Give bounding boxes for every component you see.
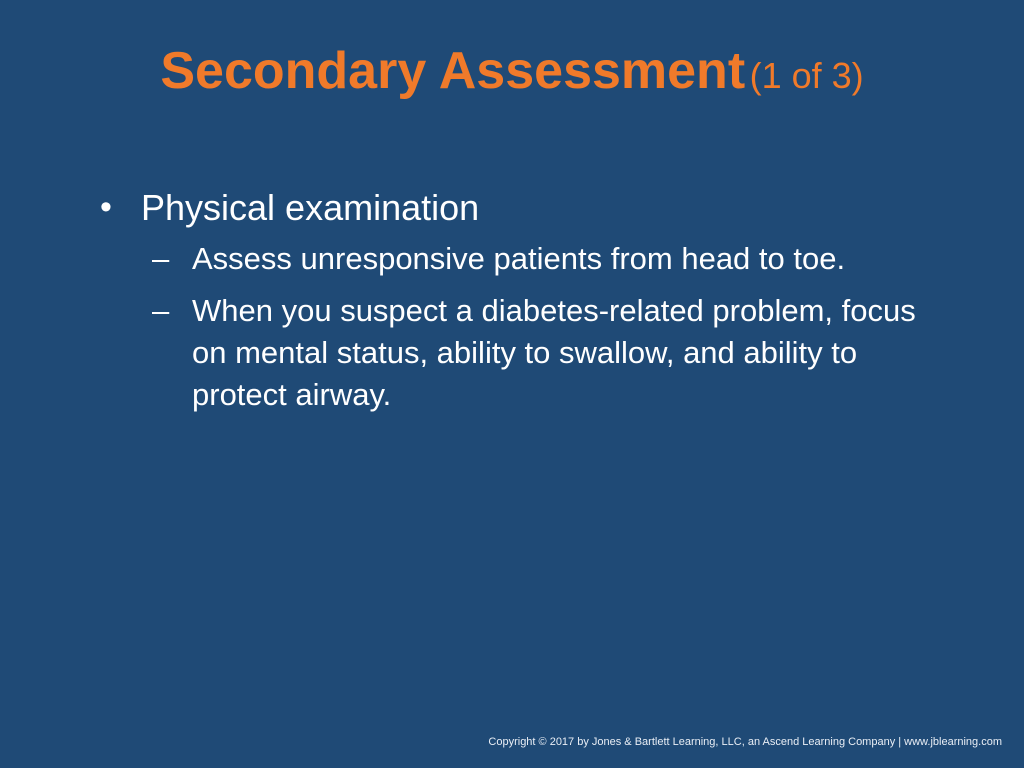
- bullet-item-physical-examination: [100, 186, 960, 230]
- sub-bullet-text: When you suspect a diabetes-related problem, focus on mental status, ability to swallow, and ability to protect airway.: [192, 293, 916, 412]
- title-main: Secondary Assessment: [160, 42, 746, 100]
- sub-bullet-item: [100, 290, 932, 416]
- bullet-label: Physical examination: [141, 187, 480, 228]
- bullet-icon: •: [100, 188, 112, 226]
- title-page-indicator: (1 of 3): [749, 55, 864, 96]
- slide-title: [0, 42, 1024, 102]
- dash-icon: –: [152, 241, 170, 276]
- slide-content: [100, 186, 960, 426]
- sub-bullet-text: Assess unresponsive patients from head to toe.: [192, 241, 846, 276]
- copyright-footer: Copyright © 2017 by Jones & Bartlett Learning, LLC, an Ascend Learning Company | www.jblearning.com: [488, 736, 1002, 748]
- dash-icon: –: [152, 293, 170, 328]
- sub-bullet-list: [100, 238, 960, 416]
- sub-bullet-item: [100, 238, 932, 280]
